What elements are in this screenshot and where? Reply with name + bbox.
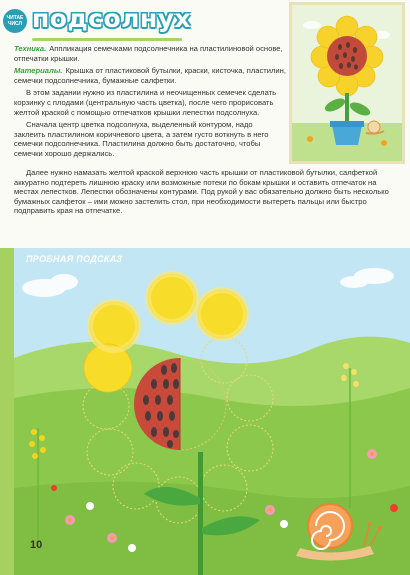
instructions-text (14, 44, 286, 162)
sunflower-template-illustration (14, 248, 410, 575)
paragraph-1: В этом задании нужно из пластилина и неочищенных семечек сделать корзинку с плодами (центральную часть цветка), после чего прорисовать желтой краской с помощью отпечатков крышки лепестки подсолнуха. (14, 88, 277, 117)
materials-text: Крышка от пластиковой бутылки, краски, кисточка, пластилин, семечки подсолнечника, бумажные салфетки. (14, 66, 286, 85)
stem (198, 452, 203, 575)
page-title: подсолнух (32, 4, 192, 33)
sunflower-photo-illustration (292, 5, 402, 161)
title-underline (32, 38, 182, 41)
paragraph-3: Далее нужно намазать желтой краской верхнюю часть крышки от пластиковой бутылки, салфеткой аккуратно подтереть лишнюю краску или возможные потеки по бокам крышки и оставить отпечаток на местах лепестков. Лепестки обозначены контурами. Под рукой у вас обязательно должно быть несколько бумажных салфеток – ими можно застелить стол, при необходимости вытереть пальцы или быстро подправить края на отпечатке. (14, 168, 389, 216)
technique-text: Аппликация семечками подсолнечника на пластилиновой основе, отпечатки крышки. (14, 44, 283, 63)
technique-label: Техника. (14, 44, 47, 53)
paragraph-2: Сначала центр цветка подсолнуха, выделенный контуром, надо заклеить пластилином коричневого цвета, а затем густо воткнуть в него семечки подсолнечника. Пластилина должно быть достаточно, чтобы семечки хорошо держались. (14, 120, 269, 158)
page-number: 10 (30, 539, 43, 551)
green-side-strip (0, 248, 14, 575)
practice-scene (14, 248, 410, 575)
finished-work-photo (289, 2, 405, 164)
trial-hint-label: ПРОБНАЯ ПОДСКАЗ (26, 254, 123, 264)
materials-label: Материалы. (14, 66, 63, 76)
section-badge: ЧИТАЕ ЧИСЛ (3, 9, 27, 33)
